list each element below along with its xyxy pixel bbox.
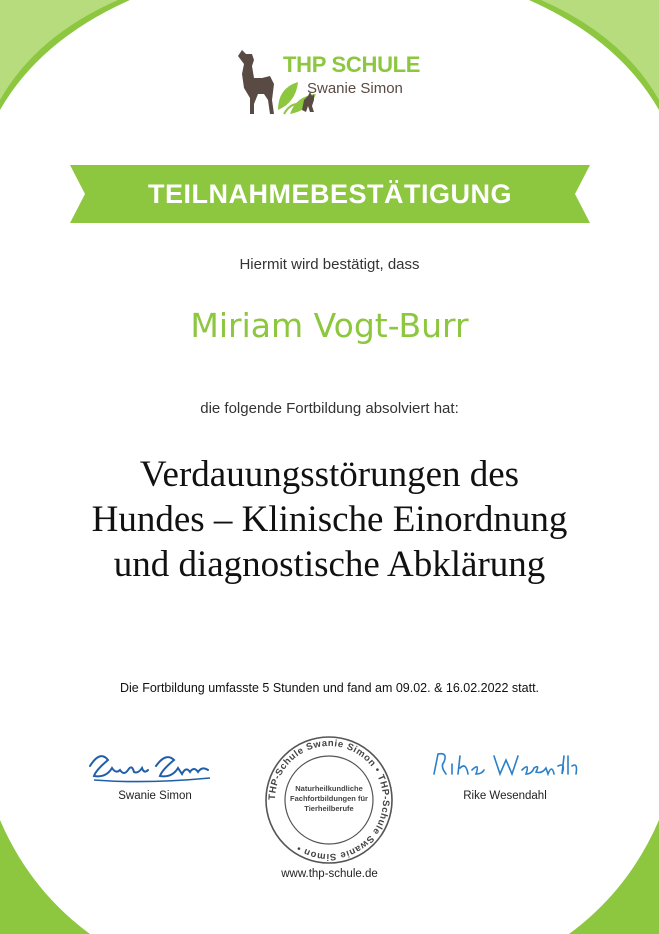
stamp-center-line-3: Tierheilberufe (304, 804, 354, 813)
banner-title: TEILNAHMEBESTÄTIGUNG (148, 179, 512, 209)
course-details: Die Fortbildung umfasste 5 Stunden und fand am 09.02. & 16.02.2022 statt. (119, 681, 540, 695)
logo-title: THP SCHULE (283, 52, 421, 77)
stamp-center-line-2: Fachfortbildungen für (290, 794, 368, 803)
course-title: Verdauungsstörungen des Hundes – Klinische Einordnung und diagnostische Abklärung (91, 454, 568, 585)
footer-url: www.thp-schule.de (281, 868, 378, 880)
signature-name-left: Swanie Simon (118, 790, 192, 802)
follow-text: die folgende Fortbildung absolviert hat: (200, 400, 459, 417)
stamp-center-line-1: Naturheilkundliche (295, 784, 363, 793)
stamp-ring-text: THP-Schule Swanie Simon • THP-Schule Swanie Simon • (266, 737, 392, 863)
school-stamp (262, 733, 396, 867)
signature-rike-wesendahl (430, 748, 580, 782)
signature-swanie-simon (86, 740, 218, 786)
intro-text: Hiermit wird bestätigt, dass (239, 256, 420, 273)
participant-name: Miriam Vogt-Burr (190, 306, 469, 345)
logo-subtitle: Swanie Simon (307, 80, 403, 97)
signature-name-right: Rike Wesendahl (463, 790, 547, 802)
